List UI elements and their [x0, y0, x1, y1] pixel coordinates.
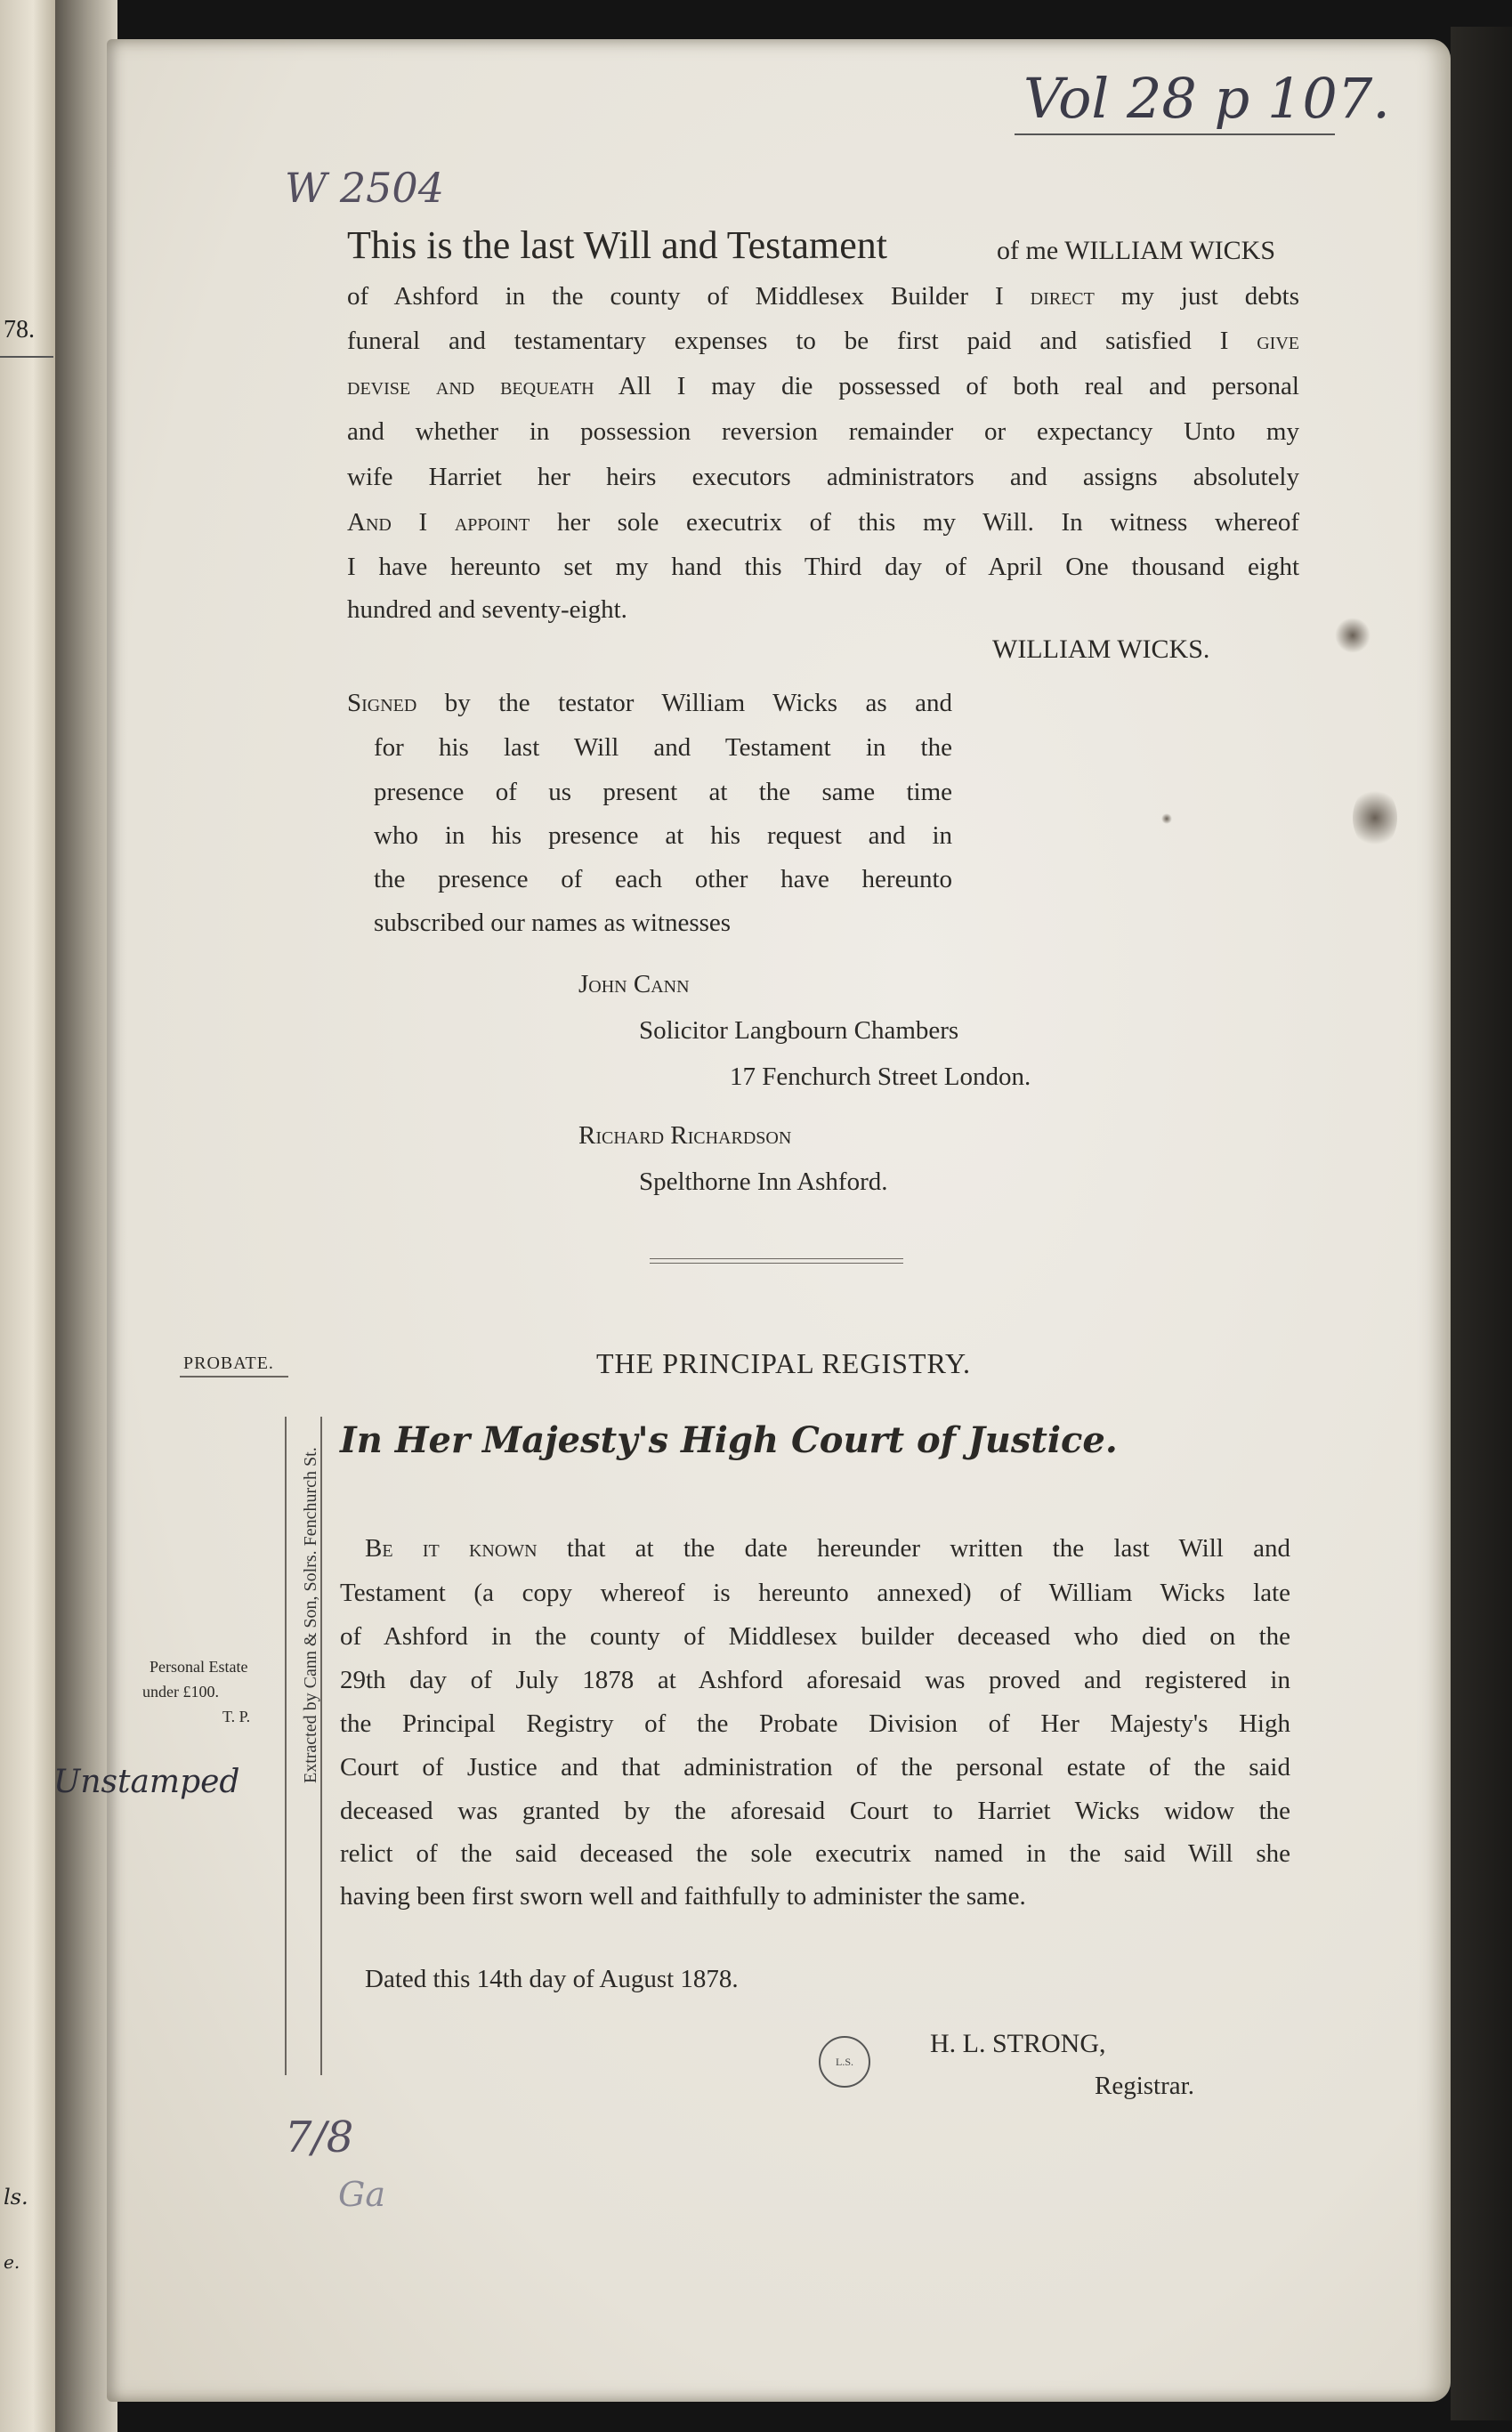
estate-note-line: Personal Estate: [150, 1658, 248, 1676]
probate-line: [365, 1536, 1290, 1562]
probate-line: 29th day of July 1878 at Ashford aforesaid was proved and registered in: [340, 1666, 1290, 1694]
registry-heading: THE PRINCIPAL REGISTRY.: [596, 1347, 971, 1379]
section-divider: [650, 1263, 903, 1264]
will-line-text: her sole executrix of this my Will. In witness whereof: [530, 508, 1299, 537]
will-line: [347, 510, 1299, 536]
witness-1-address-line: Solicitor Langbourn Chambers: [639, 1016, 959, 1045]
previous-page-fragment: e.: [4, 2251, 20, 2273]
will-line-smallcaps: devise and bequeath: [347, 372, 594, 400]
will-line: [347, 328, 1299, 354]
witness-2-address-line: Spelthorne Inn Ashford.: [639, 1168, 888, 1196]
clerk-mark: 7/8: [285, 2113, 354, 2162]
registrar-name: H. L. STRONG,: [930, 2029, 1106, 2058]
unstamped-annotation: Unstamped: [53, 1764, 240, 1800]
will-title: This is the last Will and Testament: [347, 223, 887, 267]
probate-date: Dated this 14th day of August 1878.: [365, 1965, 739, 1993]
will-line: [347, 284, 1299, 310]
ink-stain: [1161, 813, 1172, 824]
estate-note-line: T. P.: [222, 1708, 251, 1725]
will-line-text: of Ashford in the county of Middlesex Builder I: [347, 282, 1031, 311]
ink-stain: [1335, 618, 1371, 653]
previous-page-fragment: ls.: [4, 2185, 28, 2210]
probate-label-underline: [180, 1376, 288, 1378]
registrar-title: Registrar.: [1095, 2072, 1194, 2100]
will-line: I have hereunto set my hand this Third day of April One thousand eight: [347, 553, 1299, 581]
probate-line: the Principal Registry of the Probate Division of Her Majesty's High: [340, 1709, 1290, 1738]
will-number: W 2504: [285, 164, 444, 212]
will-line-text: my just debts: [1094, 282, 1299, 311]
will-line: hundred and seventy-eight.: [347, 595, 627, 624]
attestation-line: presence of us present at the same time: [374, 778, 952, 806]
probate-line: relict of the said deceased the sole executrix named in the said Will she: [340, 1839, 1290, 1868]
will-line: [347, 374, 1299, 400]
testator-signature: WILLIAM WICKS.: [992, 634, 1210, 664]
section-divider: [650, 1258, 903, 1259]
previous-page-fragment: 78.: [4, 316, 35, 343]
register-page: [53, 39, 1451, 2402]
book-cover-edge: [1451, 27, 1512, 2420]
ink-stain: [1353, 787, 1397, 849]
printer-note: [294, 1249, 329, 1783]
attestation-line: subscribed our names as witnesses: [374, 909, 732, 937]
attestation-line: [347, 691, 952, 716]
will-line-text: of me WILLIAM WICKS: [997, 236, 1276, 265]
will-line: wife Harriet her heirs executors administrators and assigns absolutely: [347, 463, 1299, 491]
estate-note-line: under £100.: [142, 1683, 219, 1701]
will-line: [997, 238, 1275, 264]
probate-line: of Ashford in the county of Middlesex builder deceased who died on the: [340, 1622, 1290, 1651]
printer-note-text: Extracted by Cann & Son, Solrs. Fenchurch St.: [301, 1447, 320, 1783]
will-line-text: All I may die possessed of both real and personal: [594, 372, 1299, 400]
will-line-smallcaps: direct: [1030, 282, 1095, 311]
probate-margin-label: PROBATE.: [183, 1353, 274, 1373]
margin-box-left-rule: [285, 1417, 287, 2075]
attestation-line-text: by the testator William Wicks as and: [416, 689, 952, 717]
volume-reference-underline: [1015, 133, 1335, 135]
probate-line: Court of Justice and that administration of the personal estate of the said: [340, 1753, 1290, 1782]
probate-smallcaps: Be it known: [365, 1534, 538, 1563]
probate-line-text: that at the date hereunder written the last Will and: [537, 1534, 1290, 1563]
witness-1-address-line: 17 Fenchurch Street London.: [730, 1062, 1031, 1091]
attestation-smallcaps: Signed: [347, 689, 417, 717]
witness-1-name: John Cann: [578, 970, 690, 998]
previous-page-edge: [0, 0, 55, 2432]
probate-line: having been first sworn well and faithfully to administer the same.: [340, 1882, 1026, 1911]
court-title: In Her Majesty's High Court of Justice.: [340, 1419, 1118, 1461]
will-line-smallcaps: give: [1257, 327, 1299, 355]
probate-line: deceased was granted by the aforesaid Court to Harriet Wicks widow the: [340, 1797, 1290, 1825]
will-line-text: funeral and testamentary expenses to be first paid and satisfied I: [347, 327, 1257, 355]
attestation-line: who in his presence at his request and in: [374, 821, 952, 850]
previous-page-rule: [0, 356, 53, 358]
will-line-smallcaps: And I appoint: [347, 508, 530, 537]
attestation-line: for his last Will and Testament in the: [374, 733, 952, 762]
witness-2-name: Richard Richardson: [578, 1121, 792, 1150]
attestation-line: the presence of each other have hereunto: [374, 865, 952, 893]
court-seal: L.S.: [819, 2036, 870, 2088]
probate-line: Testament (a copy whereof is hereunto annexed) of William Wicks late: [340, 1579, 1290, 1607]
will-line: and whether in possession reversion remainder or expectancy Unto my: [347, 417, 1299, 446]
volume-reference: Vol 28 p 107.: [1023, 66, 1390, 131]
clerk-mark: Ga: [338, 2175, 386, 2214]
